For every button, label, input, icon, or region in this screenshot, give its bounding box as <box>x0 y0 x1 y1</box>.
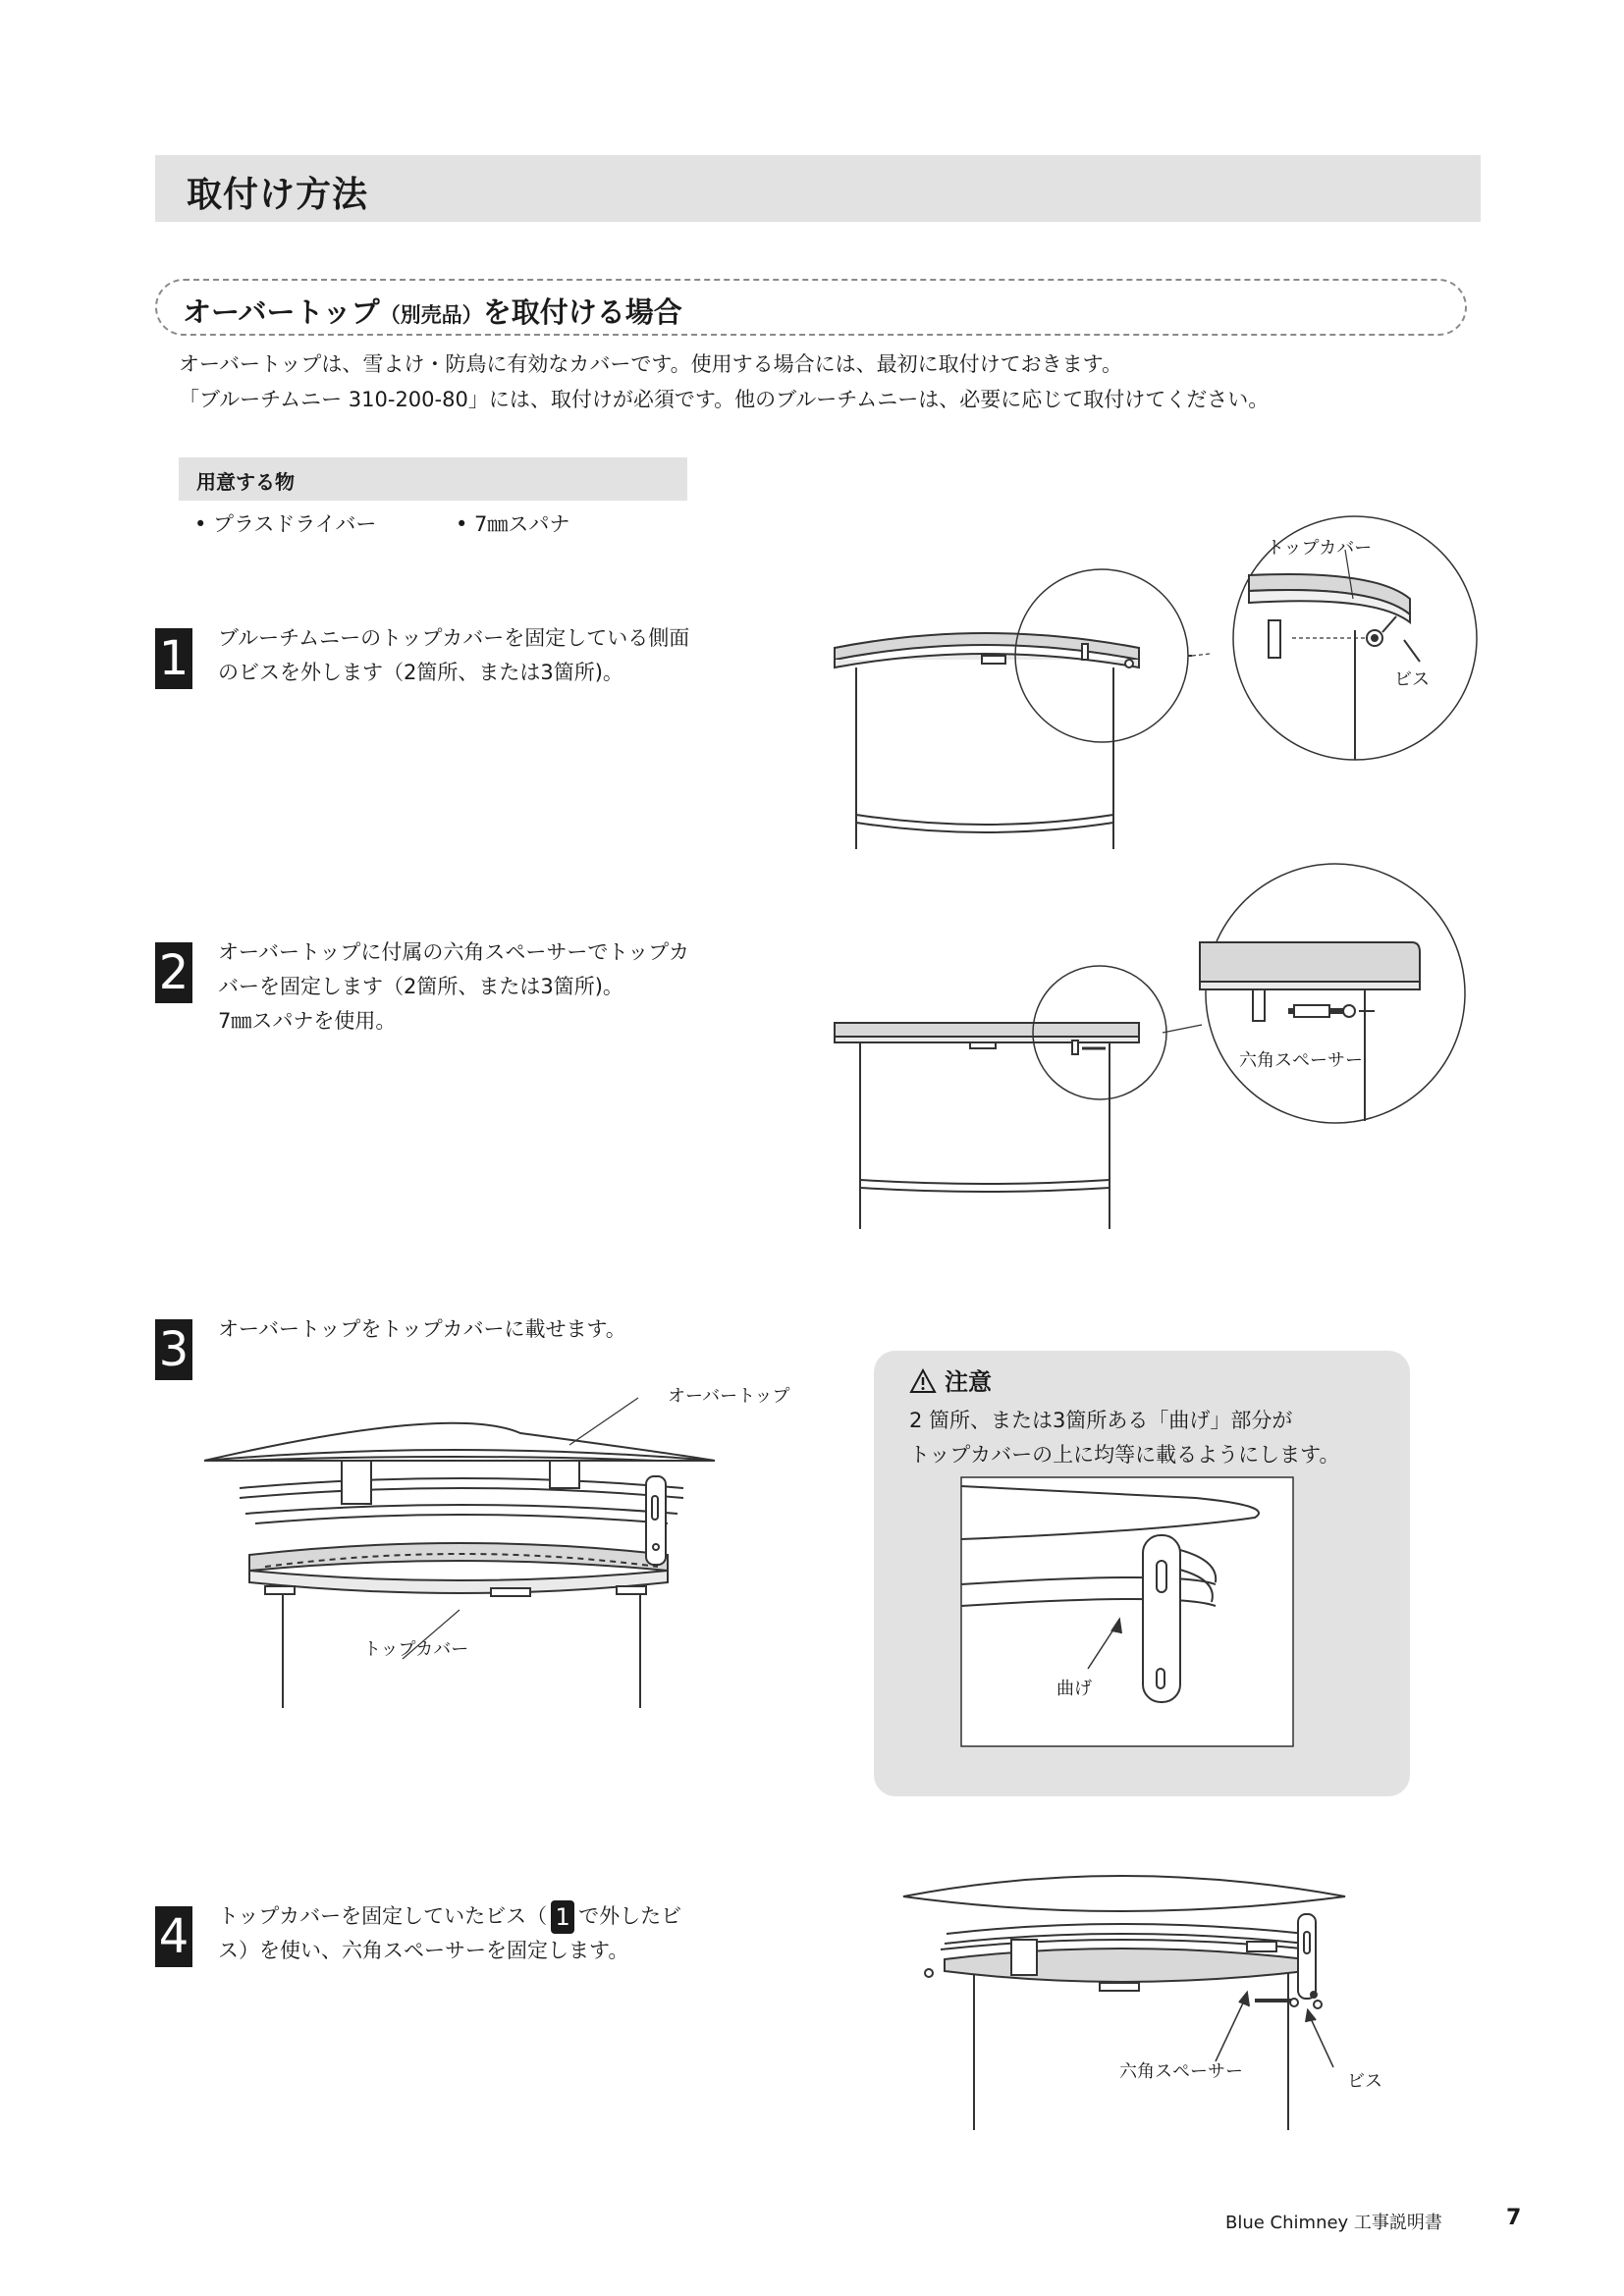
caution-title <box>909 1362 992 1397</box>
step-ref-1-icon: 1 <box>551 1900 574 1934</box>
caution-line-1: 2 箇所、または3箇所ある「曲げ」部分が <box>909 1409 1293 1432</box>
label-screw-4: ビス <box>1347 2071 1382 2092</box>
section-title: 取付け方法 <box>187 175 369 215</box>
step-3-number: 3 <box>155 1319 192 1380</box>
step-4-line-1b: で外したビ <box>578 1904 682 1928</box>
preparation-label: 用意する物 <box>196 470 295 494</box>
step-1-number: 1 <box>155 628 192 689</box>
subsection-title-main: オーバートップ <box>183 295 380 329</box>
label-top-cover-3: トップカバー <box>363 1639 469 1660</box>
intro-line-2: 「ブルーチムニー 310-200-80」には、取付けが必須です。他のブルーチムニーは、必要に応じて取付けてください。 <box>179 388 1270 411</box>
step-2-line-3: 7㎜スパナを使用。 <box>218 1009 397 1033</box>
caution-title-text: 注意 <box>945 1368 992 1396</box>
page-number: 7 <box>1506 2206 1522 2230</box>
footer-text: Blue Chimney 工事説明書 <box>1225 2213 1442 2233</box>
step-1-line-1: ブルーチムニーのトップカバーを固定している側面 <box>218 626 690 650</box>
subsection-title-small: （別売品） <box>379 303 483 327</box>
warning-icon <box>909 1368 937 1394</box>
label-over-top-3: オーバートップ <box>668 1386 790 1407</box>
step-3-line-1: オーバートップをトップカバーに載せます。 <box>218 1317 626 1341</box>
step-1-diagram <box>825 520 1473 854</box>
section-header <box>155 155 1481 222</box>
intro-line-1: オーバートップは、雪よけ・防鳥に有効なカバーです。使用する場合には、最初に取付けておきます。 <box>179 352 1122 376</box>
preparation-header <box>179 457 687 501</box>
label-hex-spacer-2: 六角スペーサー <box>1239 1050 1363 1071</box>
step-4-line-2: ス）を使い、六角スペーサーを固定します。 <box>218 1939 629 1962</box>
caution-text <box>909 1404 1339 1472</box>
step-1-line-2: のビスを外します（2箇所、または3箇所)。 <box>218 661 623 684</box>
step-4-diagram <box>884 1865 1375 2140</box>
step-3-diagram <box>196 1394 746 1718</box>
prep-item-screwdriver: • プラスドライバー <box>194 512 377 536</box>
step-1-text <box>218 621 748 690</box>
step-2-number: 2 <box>155 942 192 1003</box>
step-4-number: 4 <box>155 1906 192 1967</box>
step-4-text <box>218 1899 748 1968</box>
step-4-line-1 <box>218 1899 748 1934</box>
label-bend: 曲げ <box>1056 1679 1092 1699</box>
caution-box <box>874 1351 1410 1796</box>
step-4-line-1a: トップカバーを固定していたビス（ <box>218 1904 548 1928</box>
step-2-line-2: バーを固定します（2箇所、または3箇所)。 <box>218 975 623 998</box>
label-top-cover-1: トップカバー <box>1267 538 1373 559</box>
step-2-line-1: オーバートップに付属の六角スペーサーでトップカ <box>218 940 690 964</box>
caution-line-2: トップカバーの上に均等に載るようにします。 <box>909 1443 1340 1467</box>
label-screw-1: ビス <box>1394 669 1430 690</box>
label-hex-spacer-4: 六角スペーサー <box>1119 2061 1243 2082</box>
prep-item-spanner: • 7㎜スパナ <box>456 512 570 536</box>
subsection-title <box>183 291 682 331</box>
caution-diagram <box>960 1476 1294 1747</box>
step-2-diagram <box>825 864 1473 1237</box>
subsection-title-rest: を取付ける場合 <box>482 295 682 329</box>
step-2-text <box>218 935 748 1039</box>
step-3-text <box>218 1312 748 1347</box>
subsection-header <box>155 279 1467 336</box>
